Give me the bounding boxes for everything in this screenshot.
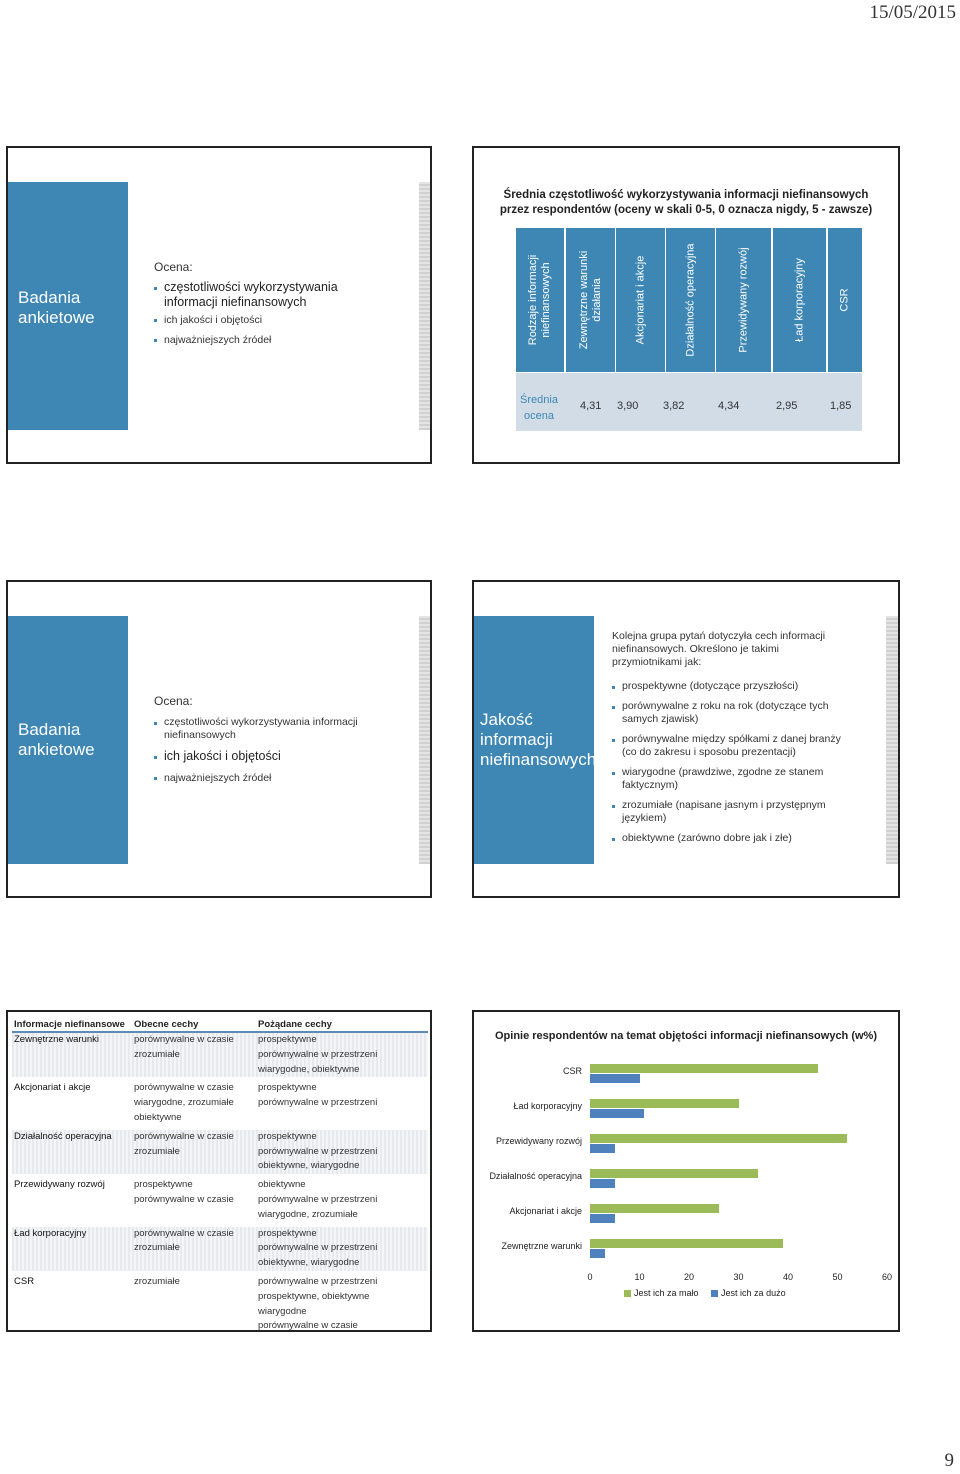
- feature-line: porównywalne w przestrzeni: [258, 1193, 378, 1205]
- x-tick-label: 0: [587, 1272, 593, 1282]
- table-cell: 4,34: [718, 400, 740, 412]
- current-features-cell: [132, 1275, 256, 1332]
- slide-side-title: Jakość informacji niefinansowych: [480, 710, 597, 769]
- slide-side-title-bar: [474, 616, 597, 864]
- bar-za-duzo: [590, 1074, 640, 1083]
- legend-item: [711, 1288, 786, 1298]
- category-label: Przewidywany rozwój: [495, 1136, 582, 1146]
- desired-features-cell: [256, 1032, 428, 1077]
- bar-za-malo: [590, 1134, 847, 1143]
- page-number: 9: [944, 1450, 954, 1471]
- feature-line: zrozumiałe: [134, 1275, 180, 1287]
- current-features-cell: [132, 1081, 256, 1125]
- list-item: ich jakości i objętości: [154, 313, 384, 327]
- bar-za-duzo: [590, 1214, 615, 1223]
- feature-line: obiektywne: [134, 1111, 182, 1123]
- ocena-label: Ocena:: [154, 260, 193, 274]
- category-label: Ład korporacyjny: [513, 1101, 582, 1111]
- feature-line: obiektywne, wiarygodne: [258, 1257, 360, 1269]
- desired-features-cell: [256, 1227, 428, 1271]
- list-item: prospektywne (dotyczące przyszłości): [612, 680, 852, 693]
- list-item: wiarygodne (prawdziwe, zgodne ze stanem faktycznym): [612, 766, 852, 792]
- chart-legend: [624, 1288, 786, 1298]
- table-row: [12, 1275, 428, 1332]
- row-name: CSR: [14, 1275, 35, 1287]
- bar-za-malo: [590, 1239, 783, 1248]
- slide-badania-ankietowe-2: [6, 580, 432, 898]
- current-features-cell: [132, 1032, 256, 1077]
- table-header-cell: [773, 228, 826, 372]
- feature-line: obiektywne: [258, 1179, 306, 1191]
- bar-za-malo: [590, 1099, 739, 1108]
- list-item: najważniejszych źródeł: [154, 771, 389, 785]
- x-tick-label: 30: [733, 1272, 744, 1282]
- legend-item: [624, 1288, 699, 1298]
- current-features-cell: [132, 1178, 256, 1222]
- bar-za-malo: [590, 1064, 818, 1073]
- slide-intro-text: Kolejna grupa pytań dotyczyła cech informacji niefinansowych. Określono je takimi przymiotnikami jak:: [612, 630, 826, 668]
- header-label: Zewnętrzne warunki działania: [577, 250, 603, 350]
- table-row: [12, 1130, 428, 1174]
- table-header-cell: [828, 228, 862, 372]
- bar-za-duzo: [590, 1144, 615, 1153]
- slide-jakosc-informacji: [472, 580, 900, 898]
- ocena-list: [154, 716, 389, 785]
- table-row: [12, 1032, 428, 1077]
- legend-swatch: [624, 1290, 631, 1297]
- table-row: [12, 1227, 428, 1271]
- column-header: Obecne cechy: [132, 1018, 256, 1032]
- table-row: [12, 1081, 428, 1125]
- desired-features-cell: [256, 1275, 428, 1332]
- row-name: Przewidywany rozwój: [14, 1179, 105, 1191]
- feature-line: porównywalne w czasie: [134, 1034, 234, 1045]
- feature-line: porównywalne w czasie: [134, 1082, 234, 1094]
- ocena-label: Ocena:: [154, 694, 193, 708]
- decorative-strip: [419, 616, 431, 864]
- feature-line: prospektywne: [258, 1034, 317, 1045]
- features-table: [12, 1018, 428, 1332]
- table-row: [12, 1178, 428, 1222]
- table-header-cell: [616, 228, 665, 372]
- list-item: porównywalne z roku na rok (dotyczące tych samych zjawisk): [612, 700, 852, 726]
- bar-chart: [474, 1012, 898, 1330]
- feature-line: prospektywne: [134, 1179, 193, 1191]
- header-label: Akcjonariat i akcje: [634, 255, 646, 345]
- row-label: Średnia ocena: [520, 394, 558, 422]
- feature-line: wiarygodne, zrozumiałe: [258, 1208, 358, 1220]
- column-header: Pożądane cechy: [256, 1018, 428, 1032]
- table-cell: 4,31: [580, 400, 602, 412]
- slide-side-title: Badania ankietowe: [18, 720, 95, 759]
- feature-line: porównywalne w czasie: [134, 1227, 234, 1239]
- desired-features-cell: [256, 1178, 428, 1222]
- page-date: 15/05/2015: [869, 2, 956, 23]
- row-name: Akcjonariat i akcje: [14, 1082, 91, 1094]
- x-tick-label: 40: [782, 1272, 794, 1282]
- legend-label: Jest ich za dużo: [721, 1288, 786, 1298]
- feature-line: obiektywne, wiarygodne: [258, 1160, 360, 1172]
- header-label: Ład korporacyjny: [793, 258, 805, 342]
- feature-line: zrozumiałe: [134, 1242, 180, 1254]
- slide-srednia-czestotliwosc: [472, 146, 900, 464]
- table-cell: 3,90: [617, 400, 639, 412]
- column-header: Informacje niefinansowe: [12, 1018, 132, 1032]
- header-label: Przewidywany rozwój: [737, 247, 749, 353]
- current-features-cell: [132, 1130, 256, 1174]
- x-tick-label: 10: [634, 1272, 645, 1282]
- feature-line: porównywalne w czasie: [258, 1320, 358, 1332]
- x-tick-label: 50: [832, 1272, 843, 1282]
- feature-line: wiarygodne, obiektywne: [258, 1063, 360, 1075]
- bar-za-duzo: [590, 1249, 605, 1258]
- table-cell: 3,82: [663, 400, 685, 412]
- list-item: najważniejszych źródeł: [154, 333, 384, 347]
- decorative-strip: [419, 182, 431, 430]
- row-name: Działalność operacyjna: [12, 1130, 132, 1174]
- list-item: częstotliwości wykorzystywania informacji niefinansowych: [154, 280, 384, 310]
- bar-za-duzo: [590, 1109, 644, 1118]
- category-label: Akcjonariat i akcje: [509, 1206, 582, 1216]
- feature-line: prospektywne, obiektywne: [258, 1290, 370, 1302]
- list-item: zrozumiałe (napisane jasnym i przystępnym językiem): [612, 799, 852, 825]
- feature-line: prospektywne: [258, 1227, 317, 1239]
- table-cell: 2,95: [776, 400, 798, 412]
- slide-title: Średnia częstotliwość wykorzystywania informacji niefinansowych przez respondentów (oceny w skali 0-5, 0 oznacza nigdy, 5 - zawsze): [499, 189, 873, 216]
- table-header-cell: [516, 228, 564, 372]
- header-label: Rodzaje informacji niefinansowych: [527, 254, 552, 346]
- feature-line: porównywalne w przestrzeni: [258, 1097, 378, 1109]
- feature-line: wiarygodne, zrozumiałe: [134, 1097, 234, 1109]
- list-item: ich jakości i objętości: [154, 749, 389, 764]
- header-label: CSR: [838, 288, 851, 312]
- legend-label: Jest ich za mało: [634, 1288, 699, 1298]
- chart-title: Opinie respondentów na temat objętości informacji niefinansowych (w%): [495, 1030, 877, 1042]
- bar-za-malo: [590, 1204, 719, 1213]
- feature-line: prospektywne: [258, 1130, 317, 1142]
- feature-line: zrozumiałe: [134, 1048, 180, 1060]
- slide-side-title-bar: [8, 616, 128, 864]
- row-name: Zewnętrzne warunki: [12, 1032, 132, 1077]
- list-item: częstotliwości wykorzystywania informacji niefinansowych: [154, 716, 389, 742]
- table-header-row: [12, 1018, 428, 1032]
- desired-features-cell: [256, 1130, 428, 1174]
- legend-swatch: [711, 1290, 718, 1297]
- list-item: porównywalne między spółkami z danej branży (co do zakresu i sposobu prezentacji): [612, 733, 852, 759]
- feature-line: porównywalne w czasie: [134, 1193, 234, 1205]
- header-label: Działalność operacyjna: [684, 243, 696, 357]
- feature-line: wiarygodne: [258, 1305, 307, 1317]
- feature-list: [612, 680, 852, 845]
- table-header-cell: [666, 228, 715, 372]
- slide-badania-ankietowe-1: [6, 146, 432, 464]
- desired-features-cell: [256, 1081, 428, 1125]
- bar-za-duzo: [590, 1179, 615, 1188]
- row-name: Ład korporacyjny: [12, 1227, 132, 1271]
- current-features-cell: [132, 1227, 256, 1271]
- table-header-cell: [716, 228, 771, 372]
- x-tick-label: 20: [683, 1272, 695, 1282]
- bar-za-malo: [590, 1169, 758, 1178]
- category-label: Zewnętrzne warunki: [501, 1241, 582, 1251]
- feature-line: porównywalne w czasie: [134, 1130, 234, 1142]
- table-header-cell: [566, 228, 615, 372]
- feature-line: porównywalne w przestrzeni: [258, 1242, 378, 1254]
- feature-line: porównywalne w przestrzeni: [258, 1145, 378, 1157]
- decorative-strip: [886, 616, 898, 864]
- slide-side-title-bar: [8, 182, 128, 430]
- feature-line: prospektywne: [258, 1082, 317, 1094]
- table-row: [516, 373, 862, 431]
- category-label: CSR: [562, 1066, 582, 1076]
- list-item: obiektywne (zarówno dobre jak i złe): [612, 832, 852, 845]
- x-tick-label: 60: [881, 1272, 893, 1282]
- feature-line: porównywalne w przestrzeni: [258, 1048, 378, 1060]
- feature-line: zrozumiałe: [134, 1145, 180, 1157]
- slide-objetosc-chart: [472, 1010, 900, 1332]
- table-cell: 1,85: [830, 400, 852, 412]
- category-label: Działalność operacyjna: [489, 1171, 582, 1181]
- slide-side-title: Badania ankietowe: [18, 288, 95, 327]
- slide-cechy-table: [6, 1010, 432, 1332]
- feature-line: porównywalne w przestrzeni: [258, 1275, 378, 1287]
- ocena-list: [154, 280, 384, 347]
